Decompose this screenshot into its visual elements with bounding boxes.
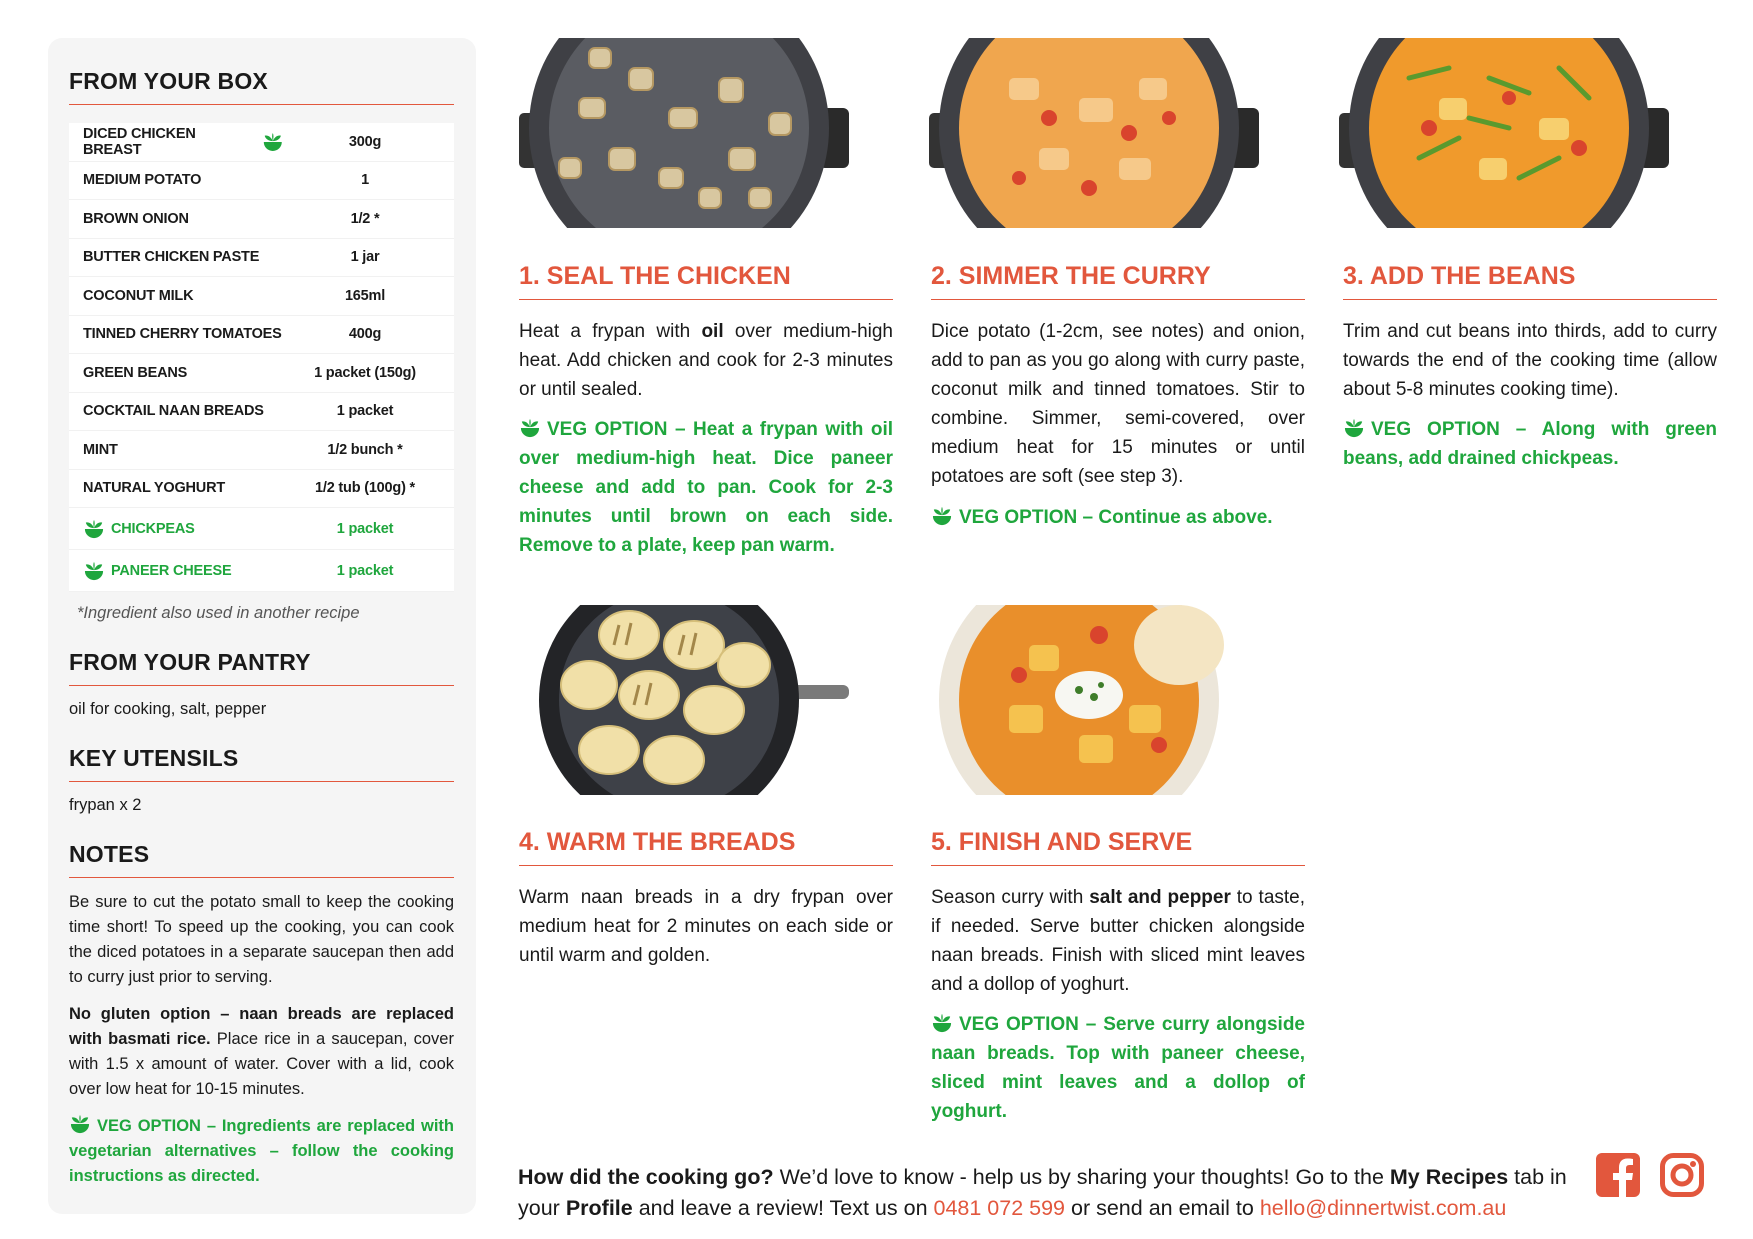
ingredient-name: MINT [83,441,118,458]
step-5-body-a: Season curry with [931,887,1090,908]
step-5-body-b: to taste, if needed. Serve butter chicken alongside naan breads. Finish with sliced mint leaves and a dollop of yoghurt. [931,887,1306,995]
step-1-body-a: Heat a frypan with [519,321,702,342]
footer-text: and leave a review! Text us on [632,1195,934,1220]
notes-heading: NOTES [69,841,454,878]
leaf-bowl-icon [931,1013,953,1033]
ingredient-qty: 1 packet [336,562,394,579]
footer-text: We’d love to know - help us by sharing your thoughts! Go to the [773,1164,1390,1189]
ingredients-sidebar [48,38,476,1214]
ingredient-row [69,354,454,393]
ingredient-row [69,123,454,162]
ingredient-row [69,239,454,278]
ingredient-qty: 1 packet (150g) [314,364,416,381]
step-1-veg [519,415,893,560]
step-2-veg-text: VEG OPTION – Continue as above. [959,507,1273,528]
ingredient-qty: 165ml [344,287,386,304]
step-2-title: 2. SIMMER THE CURRY [931,262,1305,300]
step-2-veg [931,503,1305,532]
ingredient-qty: 1/2 * [350,210,380,227]
ingredient-name: CHICKPEAS [111,520,195,537]
veg-option-note [69,1114,454,1189]
ingredient-qty: 400g [348,326,382,343]
footer-text: tab in your [518,1164,1567,1220]
leaf-bowl-icon [519,418,541,438]
no-gluten-bold: No gluten option – naan breads are replaced with basmati rice. [69,1005,454,1048]
served-bowl-photo [929,605,1259,795]
veg-option-text: VEG OPTION – Ingredients are replaced with vegetarian alternatives – follow the cooking instructions as directed. [69,1117,454,1185]
curry-simmer-photo [929,38,1259,228]
ingredient-qty: 300g [348,133,382,150]
ingredient-row [69,316,454,355]
ingredient-name: TINNED CHERRY TOMATOES [83,326,282,343]
ingredient-qty: 1 packet [336,520,394,537]
naan-frypan-photo [519,605,849,795]
ingredient-row [69,162,454,201]
step-1-veg-text: VEG OPTION – Heat a frypan with oil over medium-high heat. Dice paneer cheese and add to pan. Cook for 2-3 minutes until brown on each side. Remove to a plate, keep pan warm. [519,419,893,556]
ingredient-qty: 1 jar [350,249,380,266]
step-3-veg [1343,415,1717,473]
veg-ingredient-row [69,550,454,592]
leaf-bowl-icon [69,1114,91,1134]
leaf-bowl-icon [931,506,953,526]
email-link[interactable]: hello@dinnertwist.com.au [1259,1195,1507,1220]
no-gluten-note [69,1002,454,1102]
ingredient-footnote: *Ingredient also used in another recipe [77,604,360,622]
facebook-icon[interactable] [1596,1153,1640,1197]
notes-paragraph: Be sure to cut the potato small to keep the cooking time short! To speed up the cooking, you can cook the diced potatoes in a separate saucepan then add to curry just prior to serving. [69,893,454,986]
footer-text: or send an email to [1065,1195,1260,1220]
step-3-title: 3. ADD THE BEANS [1343,262,1717,300]
phone-link[interactable]: 0481 072 599 [933,1195,1066,1220]
instagram-icon[interactable] [1660,1153,1704,1197]
review-footer [518,1162,1568,1224]
leaf-bowl-icon [83,519,105,539]
ingredient-row [69,393,454,432]
step-1-title: 1. SEAL THE CHICKEN [519,262,893,300]
ingredient-name: NATURAL YOGHURT [83,480,226,497]
ingredient-name: COCONUT MILK [83,287,194,304]
leaf-bowl-icon [83,561,105,581]
ingredient-row [69,431,454,470]
ingredient-name: BUTTER CHICKEN PASTE [83,249,260,266]
my-recipes-link[interactable]: My Recipes [1389,1164,1509,1189]
step-1-body-b: over medium-high heat. Add chicken and cook for 2-3 minutes or until sealed. [519,321,893,400]
footer-question: How did the cooking go? [518,1164,774,1189]
ingredient-name: PANEER CHEESE [111,562,232,579]
ingredient-name: GREEN BEANS [83,364,188,381]
step-5-title: 5. FINISH AND SERVE [931,828,1305,866]
step-1-body-bold: oil [701,321,724,342]
from-your-box-heading: FROM YOUR BOX [69,68,454,105]
step-3-veg-text: VEG OPTION – Along with green beans, add drained chickpeas. [1343,419,1717,469]
no-gluten-text: Place rice in a saucepan, cover with 1.5 x amount of water. Cover with a lid, cook over low heat for 10-15 minutes. [69,1030,454,1098]
step-5-body [931,883,1305,999]
ingredient-row [69,277,454,316]
step-3-body: Trim and cut beans into thirds, add to curry towards the end of the cooking time (allow about 5-8 minutes cooking time). [1343,321,1717,400]
ingredient-row [69,470,454,509]
step-5-veg [931,1010,1305,1126]
ingredient-row [69,200,454,239]
utensils-text: frypan x 2 [69,796,142,814]
ingredients-table [69,123,454,592]
ingredient-name: MEDIUM POTATO [83,172,202,189]
step-2-body: Dice potato (1-2cm, see notes) and onion, add to pan as you go along with curry paste, coconut milk and tinned tomatoes. Stir to combine. Simmer, semi-covered, over medium heat for 15 minutes or until potatoes are soft (see step 3). [931,321,1305,487]
ingredient-qty: 1 packet [336,403,394,420]
ingredient-name: DICED CHICKEN BREAST [83,125,196,158]
curry-beans-photo [1339,38,1669,228]
leaf-bowl-icon [1343,418,1365,438]
profile-link[interactable]: Profile [565,1195,633,1220]
ingredient-qty: 1/2 tub (100g) * [315,480,415,497]
pantry-heading: FROM YOUR PANTRY [69,649,454,686]
utensils-heading: KEY UTENSILS [69,745,454,782]
ingredient-qty: 1 [361,172,369,189]
veg-ingredient-row [69,508,454,550]
ingredient-qty: 1/2 bunch * [327,441,403,458]
frypan-chicken-photo [519,38,849,228]
leaf-bowl-icon [262,132,284,152]
step-4-title: 4. WARM THE BREADS [519,828,893,866]
pantry-text: oil for cooking, salt, pepper [69,700,267,718]
step-4-body: Warm naan breads in a dry frypan over medium heat for 2 minutes on each side or until warm and golden. [519,887,893,966]
ingredient-name: BROWN ONION [83,210,189,227]
step-5-veg-text: VEG OPTION – Serve curry alongside naan breads. Top with paneer cheese, sliced mint leaves and a dollop of yoghurt. [931,1014,1305,1122]
ingredient-name: COCKTAIL NAAN BREADS [83,403,264,420]
step-1-body [519,317,893,404]
step-5-body-bold: salt and pepper [1089,887,1231,908]
